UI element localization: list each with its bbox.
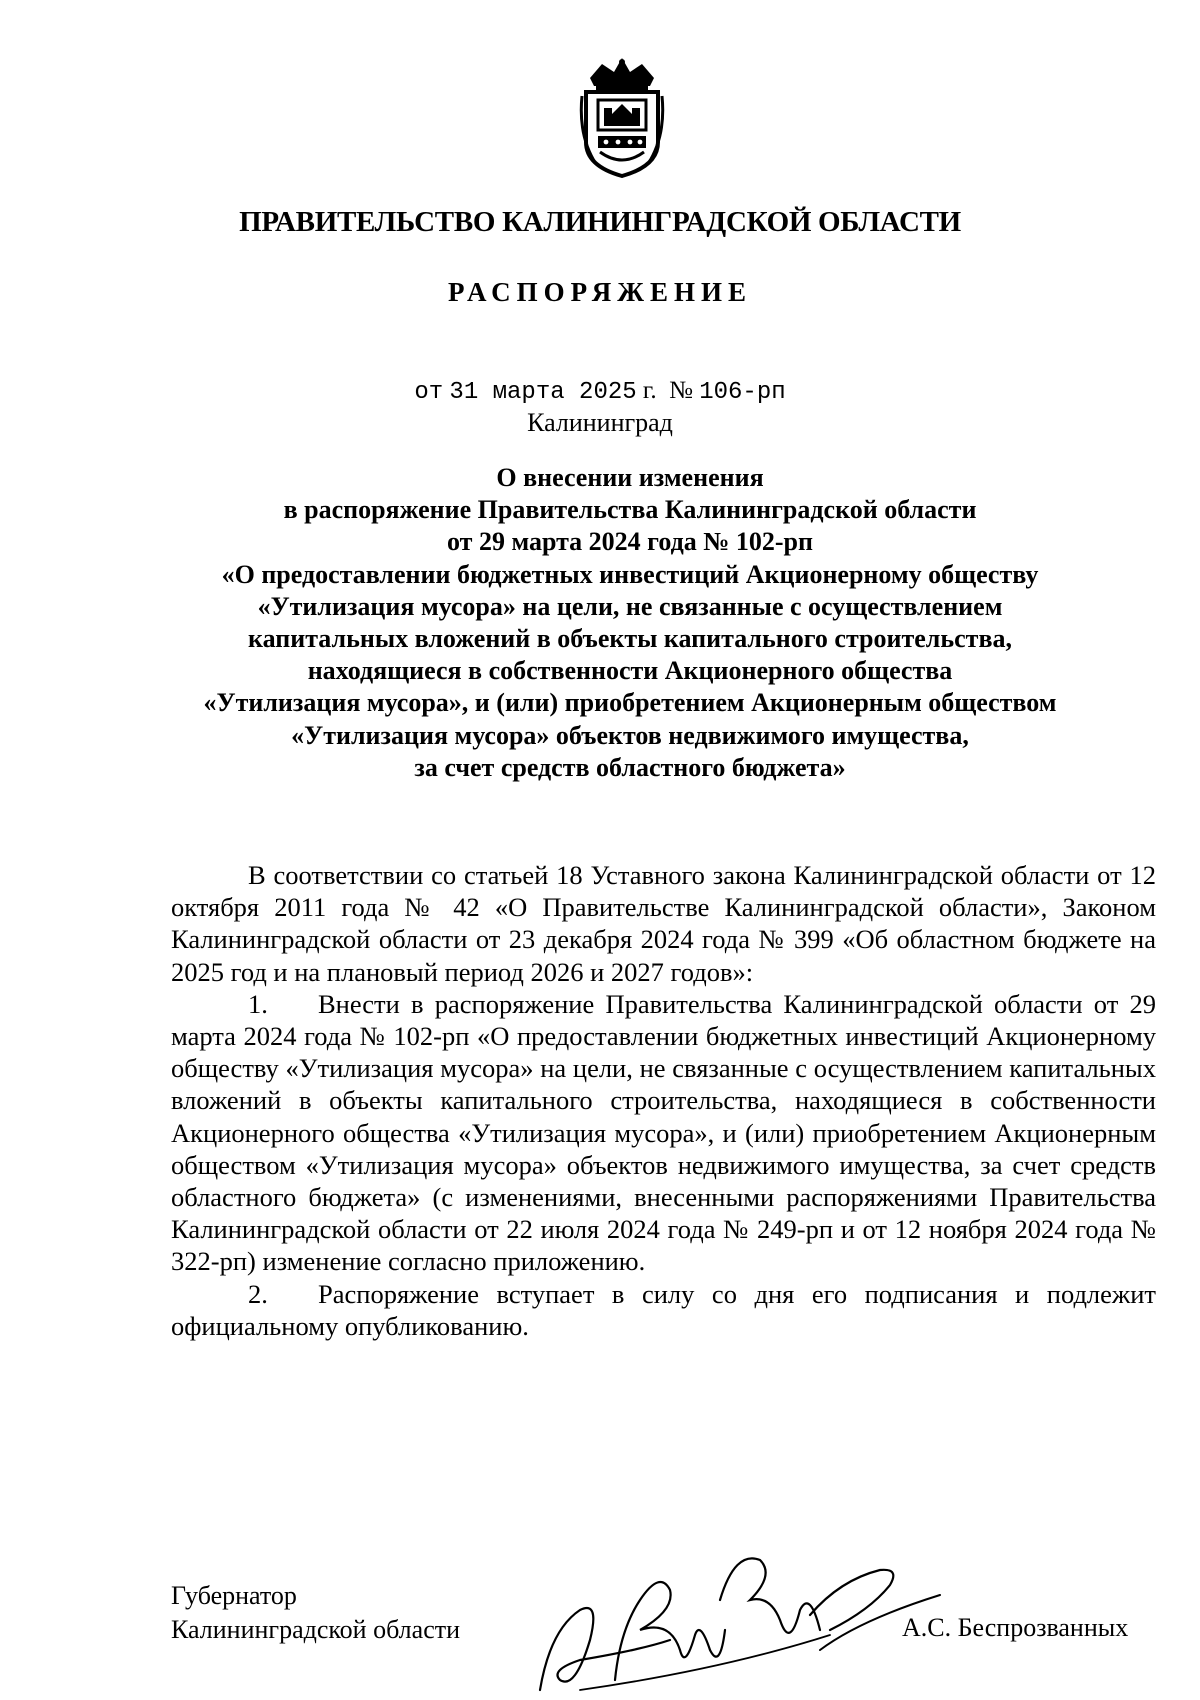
title-line: «Утилизация мусора» объектов недвижимого имущества, (291, 720, 969, 750)
preamble-paragraph: В соответствии со статьей 18 Уставного закона Калининградской области от 12 октября 2011 года № 42 «О Правительстве Калининградской области», Законом Калининградской области от 23 декабря 2024 года № 399 «Об областном бюджете на 2025 год и на плановый период 2026 и 2027 годов»: (171, 860, 1156, 987)
year-suffix: г. (642, 377, 657, 404)
document-date: 31 марта 2025 (449, 379, 637, 406)
title-line: капитальных вложений в объекты капитального строительства, (248, 624, 1012, 654)
signatory-position (171, 1579, 460, 1647)
number-sign: № (669, 377, 693, 404)
document-title (150, 462, 1110, 784)
date-number-line (0, 377, 1200, 406)
city: Калининград (527, 408, 673, 437)
date-prefix: от (414, 379, 444, 406)
coat-of-arms-icon (576, 56, 668, 178)
title-line: «О предоставлении бюджетных инвестиций Акционерному обществу (221, 559, 1039, 589)
title-line: «Утилизация мусора» на цели, не связанные с осуществлением (257, 591, 1003, 621)
document-body (171, 859, 1156, 1342)
item-number: 2. (248, 1278, 268, 1309)
list-item (171, 1278, 1156, 1342)
handwritten-signature (520, 1540, 960, 1700)
title-line: «Утилизация мусора», и (или) приобретением Акционерным обществом (203, 688, 1057, 718)
title-line: за счет средств областного бюджета» (414, 752, 846, 782)
title-line: в распоряжение Правительства Калининградской области (283, 495, 977, 525)
position-line: Губернатор (171, 1581, 297, 1610)
title-line: от 29 марта 2024 года № 102-рп (447, 527, 813, 557)
item-number: 1. (248, 988, 268, 1019)
item-text: Внести в распоряжение Правительства Калининградской области от 29 марта 2024 года № 102-рп «О предоставлении бюджетных инвестиций Акционерному обществу «Утилизация мусора» на цели, не связанные с осуществлением капитальных вложений в объекты капитального строительства, находящиеся в собственности Акционерного общества «Утилизация мусора», и (или) приобретением Акционерным обществом «Утилизация мусора» объектов недвижимого имущества, за счет средств областного бюджета» (с изменениями, внесенными распоряжениями Правительства Калининградской области от 22 июля 2024 года № 249-рп и от 12 ноября 2024 года № 322-рп) изменение согласно приложению. (171, 988, 1156, 1277)
item-text: Распоряжение вступает в силу со дня его подписания и подлежит официальному опубликованию. (171, 1278, 1156, 1341)
organization-name: ПРАВИТЕЛЬСТВО КАЛИНИНГРАДСКОЙ ОБЛАСТИ (239, 206, 961, 238)
document-type: РАСПОРЯЖЕНИЕ (447, 277, 753, 307)
list-item (171, 988, 1156, 1278)
signatory-name: А.С. Беспрозванных (902, 1613, 1129, 1642)
title-line: находящиеся в собственности Акционерного общества (307, 656, 953, 686)
document-number: 106-рп (699, 379, 786, 406)
position-line: Калининградской области (171, 1615, 461, 1644)
title-line: О внесении изменения (496, 463, 764, 492)
